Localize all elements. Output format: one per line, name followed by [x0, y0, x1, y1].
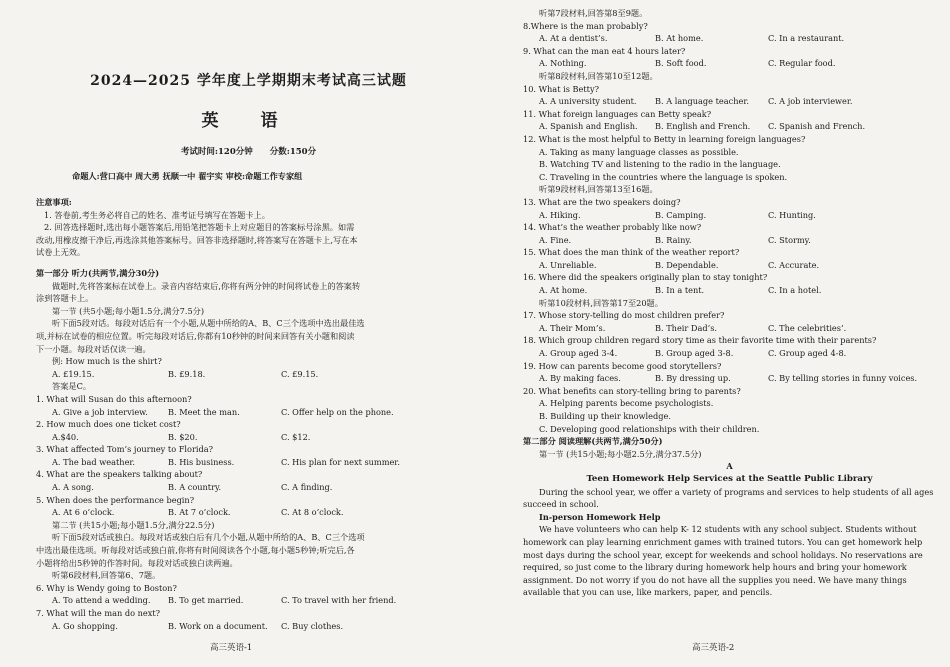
option-b: B. Their Dad’s. [655, 322, 718, 333]
section2-title: 第二节 (共15小题;每小题1.5分,满分22.5分) [52, 519, 215, 530]
question-9: 9. What can the man eat 4 hours later? [523, 45, 686, 56]
option-b: B. At 7 o’clock. [168, 507, 231, 518]
question-8: 8.Where is the man probably? [523, 20, 648, 31]
option-a: A. Fine. [539, 234, 572, 245]
question-3: 3. What affected Tom’s journey to Florida? [36, 444, 214, 455]
section2-intro-line: 中选出最佳选项。听每段对话或独白前,你将有时间阅读各个小题,每小题5秒钟;听完后,各 [36, 545, 355, 556]
part2-title: 第二部分 阅读理解(共两节,满分50分) [523, 436, 663, 447]
question-options [523, 32, 936, 45]
option-c: C. At 8 o’clock. [281, 507, 344, 518]
option-a: A. Helping parents become psychologists. [539, 398, 714, 409]
option-b: B. Work on a document. [168, 620, 268, 631]
example-answer: 答案是C。 [52, 381, 92, 392]
exam-title: 2024—2025 学年度上学期期末考试高三试题 [90, 73, 407, 89]
section1-intro-line: 下一小题。每段对话仅读一遍。 [36, 343, 151, 354]
example-options [36, 368, 461, 381]
option-b: B. Group aged 3-8. [655, 348, 734, 359]
section2-intro-line: 听下面5段对话或独白。每段对话或独白后有几个小题,从题中所给的A、B、C三个选项 [52, 532, 365, 543]
option-b: B. To get married. [168, 595, 244, 606]
question-options [523, 120, 936, 133]
option-c: C. A finding. [281, 482, 333, 493]
direction-7: 听第7段材料,回答第8至9题。 [539, 8, 648, 18]
question-options [523, 95, 936, 108]
question-options [523, 259, 936, 272]
option-a: A. A university student. [539, 96, 637, 107]
option-b: B. Rainy. [655, 234, 692, 245]
option-c: C. $12. [281, 431, 311, 442]
passage-paragraph: During the school year, we offer a variety of programs and services to help students of all ages succeed in school. [523, 486, 934, 510]
question-20: 20. What benefits can story-telling bring to parents? [523, 385, 741, 396]
question-18: 18. Which group children regard story time as their favorite time with their parents? [523, 335, 877, 346]
option-a: A. By making faces. [539, 373, 621, 384]
passage-paragraph: We have volunteers who can help K- 12 students with any school subject. Students without homework can play learning enrichment games with trained tutors. You can get homework help most days during the school year, except for weekends and school holidays. No reservations are required, so just come to the library during homework help hours and bring your homework assignment. Do not worry if you do not have all the supplies you need. We have many things available that you can use, like markers, paper, and pencils. [523, 524, 923, 598]
exam-meta: 考试时间:120分钟 分数:150分 [180, 147, 317, 157]
question-options [523, 347, 936, 360]
question-options [36, 481, 461, 494]
page-footer-right: 高三英语-2 [692, 643, 735, 653]
question-options [36, 456, 461, 469]
question-options [523, 57, 936, 70]
question-14: 14. What’s the weather probably like now? [523, 222, 702, 233]
section1-title: 第一节 (共5小题;每小题1.5分,满分7.5分) [52, 305, 205, 316]
notice-line: 1. 答卷前,考生务必将自己的姓名、准考证号填写在答题卡上。 [44, 209, 270, 220]
option-a: A.$40. [52, 431, 79, 442]
notice-title: 注意事项: [36, 197, 72, 207]
option-c: C. Accurate. [768, 259, 820, 270]
direction-6: 听第6段材料,回答第6、7题。 [52, 570, 161, 581]
direction-10: 听第10段材料,回答第17至20题。 [539, 297, 663, 308]
option-b: B. In a tent. [655, 285, 705, 296]
option-b: B. Watching TV and listening to the radio in the language. [539, 159, 781, 170]
question-2: 2. How much does one ticket cost? [36, 419, 181, 430]
option-c: C. Regular food. [768, 58, 836, 69]
passage-title: Teen Homework Help Services at the Seattle Public Library [586, 473, 873, 484]
option-b: B. English and French. [655, 121, 751, 132]
option-c: C. A job interviewer. [768, 96, 853, 107]
option-a: A. The bad weather. [52, 456, 136, 467]
option-a: A. £19.15. [52, 368, 95, 379]
option-a: A. Their Mom’s. [539, 322, 606, 333]
passage-letter: A [726, 461, 733, 472]
option-c: C. Offer help on the phone. [281, 406, 394, 417]
question-19: 19. How can parents become good storytellers? [523, 360, 722, 371]
option-b: B. Camping. [655, 209, 707, 220]
option-a: A. Spanish and English. [539, 121, 638, 132]
option-b: B. At home. [655, 33, 704, 44]
option-c: C. By telling stories in funny voices. [768, 373, 918, 384]
option-c: C. Traveling in the countries where the language is spoken. [539, 171, 788, 182]
option-c: C. Developing good relationships with their children. [539, 423, 760, 434]
option-b: B. $20. [168, 431, 198, 442]
option-c: C. Buy clothes. [281, 620, 344, 631]
reading-part [523, 435, 936, 599]
option-b: B. £9.18. [168, 368, 206, 379]
example-question: 例: How much is the shirt? [52, 356, 162, 367]
questions-1-5 [36, 393, 461, 519]
option-a: A. A song. [52, 482, 94, 493]
section2-intro-line: 小题将给出5秒钟的作答时间。每段对话或独白读两遍。 [36, 557, 238, 568]
question-options [523, 209, 936, 222]
question-12: 12. What is the most helpful to Betty in learning foreign languages? [523, 133, 806, 144]
subject-title: 英 语 [201, 111, 296, 131]
passage-subheading: In-person Homework Help [539, 511, 661, 522]
page-footer-left: 高三英语-1 [210, 643, 253, 653]
question-15: 15. What does the man think of the weather report? [523, 247, 740, 258]
option-c: C. Hunting. [768, 209, 816, 220]
option-b: B. A country. [168, 482, 222, 493]
notice-line: 改动,用橡皮擦干净后,再选涂其他答案标号。回答非选择题时,将答案写在答题卡上,写在本 [36, 234, 358, 245]
question-options [523, 284, 936, 297]
question-options [523, 372, 936, 385]
section2-block [36, 519, 461, 632]
question-options [36, 594, 461, 607]
option-c: C. Spanish and French. [768, 121, 866, 132]
notice-line: 2. 回答选择题时,选出每小题答案后,用铅笔把答题卡上对应题目的答案标号涂黑。如需 [44, 222, 355, 233]
part1-intro-line: 涂到答题卡上。 [36, 293, 94, 304]
question-6: 6. Why is Wendy going to Boston? [36, 582, 177, 593]
direction-8: 听第8段材料,回答第10至12题。 [539, 70, 658, 81]
question-11: 11. What foreign languages can Betty speak? [523, 108, 712, 119]
option-a: A. At a dentist’s. [539, 33, 608, 44]
question-1: 1. What will Susan do this afternoon? [36, 393, 192, 404]
option-a: A. Go shopping. [52, 620, 118, 631]
section1-intro-line: 项,并标在试卷的相应位置。听完每段对话后,你都有10秒钟的时间来回答有关小题和阅读 [36, 330, 355, 341]
question-4: 4. What are the speakers talking about? [36, 469, 203, 480]
option-c: C. His plan for next summer. [281, 456, 400, 467]
notice-line: 试卷上无效。 [36, 247, 86, 258]
option-a: A. At 6 o’clock. [52, 507, 115, 518]
listening-continued [523, 7, 936, 435]
direction-9: 听第9段材料,回答第13至16题。 [539, 184, 658, 195]
question-options [36, 620, 461, 633]
part2-section1-title: 第一节 (共15小题;每小题2.5分,满分37.5分) [539, 448, 702, 459]
option-b: B. Building up their knowledge. [539, 411, 671, 421]
question-options [523, 234, 936, 247]
question-7: 7. What will the man do next? [36, 608, 161, 618]
authors-line: 命题人:营口高中 周大勇 抚顺一中 翟宇实 审校:命题工作专家组 [72, 171, 303, 181]
question-options [36, 431, 461, 444]
option-a: A. To attend a wedding. [52, 595, 151, 606]
option-b: B. A language teacher. [655, 96, 749, 107]
option-a: A. Nothing. [539, 58, 587, 69]
option-c: C. £9.15. [281, 368, 319, 379]
option-c: C. The celebrities’. [768, 322, 847, 333]
section1-intro-line: 听下面5段对话。每段对话后有一个小题,从题中所给的A、B、C三个选项中选出最佳选 [52, 318, 365, 329]
option-a: A. Hiking. [539, 209, 581, 220]
option-a: A. Give a job interview. [52, 406, 148, 417]
right-page [475, 0, 950, 667]
option-c: C. In a restaurant. [768, 33, 845, 44]
notice-block [36, 196, 461, 259]
question-options [36, 506, 461, 519]
option-b: B. Dependable. [655, 259, 719, 270]
option-c: C. To travel with her friend. [281, 595, 397, 606]
option-c: C. Group aged 4-8. [768, 348, 847, 359]
question-13: 13. What are the two speakers doing? [523, 196, 681, 207]
question-17: 17. Whose story-telling do most children prefer? [523, 310, 725, 321]
option-b: B. By dressing up. [655, 373, 731, 384]
option-a: A. Unreliable. [539, 259, 597, 270]
option-a: A. At home. [539, 285, 588, 296]
part1-title: 第一部分 听力(共两节,满分30分) [36, 267, 160, 278]
option-b: B. His business. [168, 456, 235, 467]
part1-block [36, 267, 461, 393]
question-options [36, 406, 461, 419]
option-c: C. Stormy. [768, 234, 811, 245]
question-options [523, 322, 936, 335]
option-b: B. Soft food. [655, 58, 707, 69]
option-c: C. In a hotel. [768, 285, 822, 296]
question-10: 10. What is Betty? [523, 83, 599, 94]
option-a: A. Taking as many language classes as possible. [539, 146, 739, 157]
option-b: B. Meet the man. [168, 406, 240, 417]
question-5: 5. When does the performance begin? [36, 494, 195, 505]
option-a: A. Group aged 3-4. [539, 348, 618, 359]
question-16: 16. Where did the speakers originally plan to stay tonight? [523, 272, 768, 283]
part1-intro-line: 做题时,先将答案标在试卷上。录音内容结束后,你将有两分钟的时间将试卷上的答案转 [52, 280, 361, 291]
